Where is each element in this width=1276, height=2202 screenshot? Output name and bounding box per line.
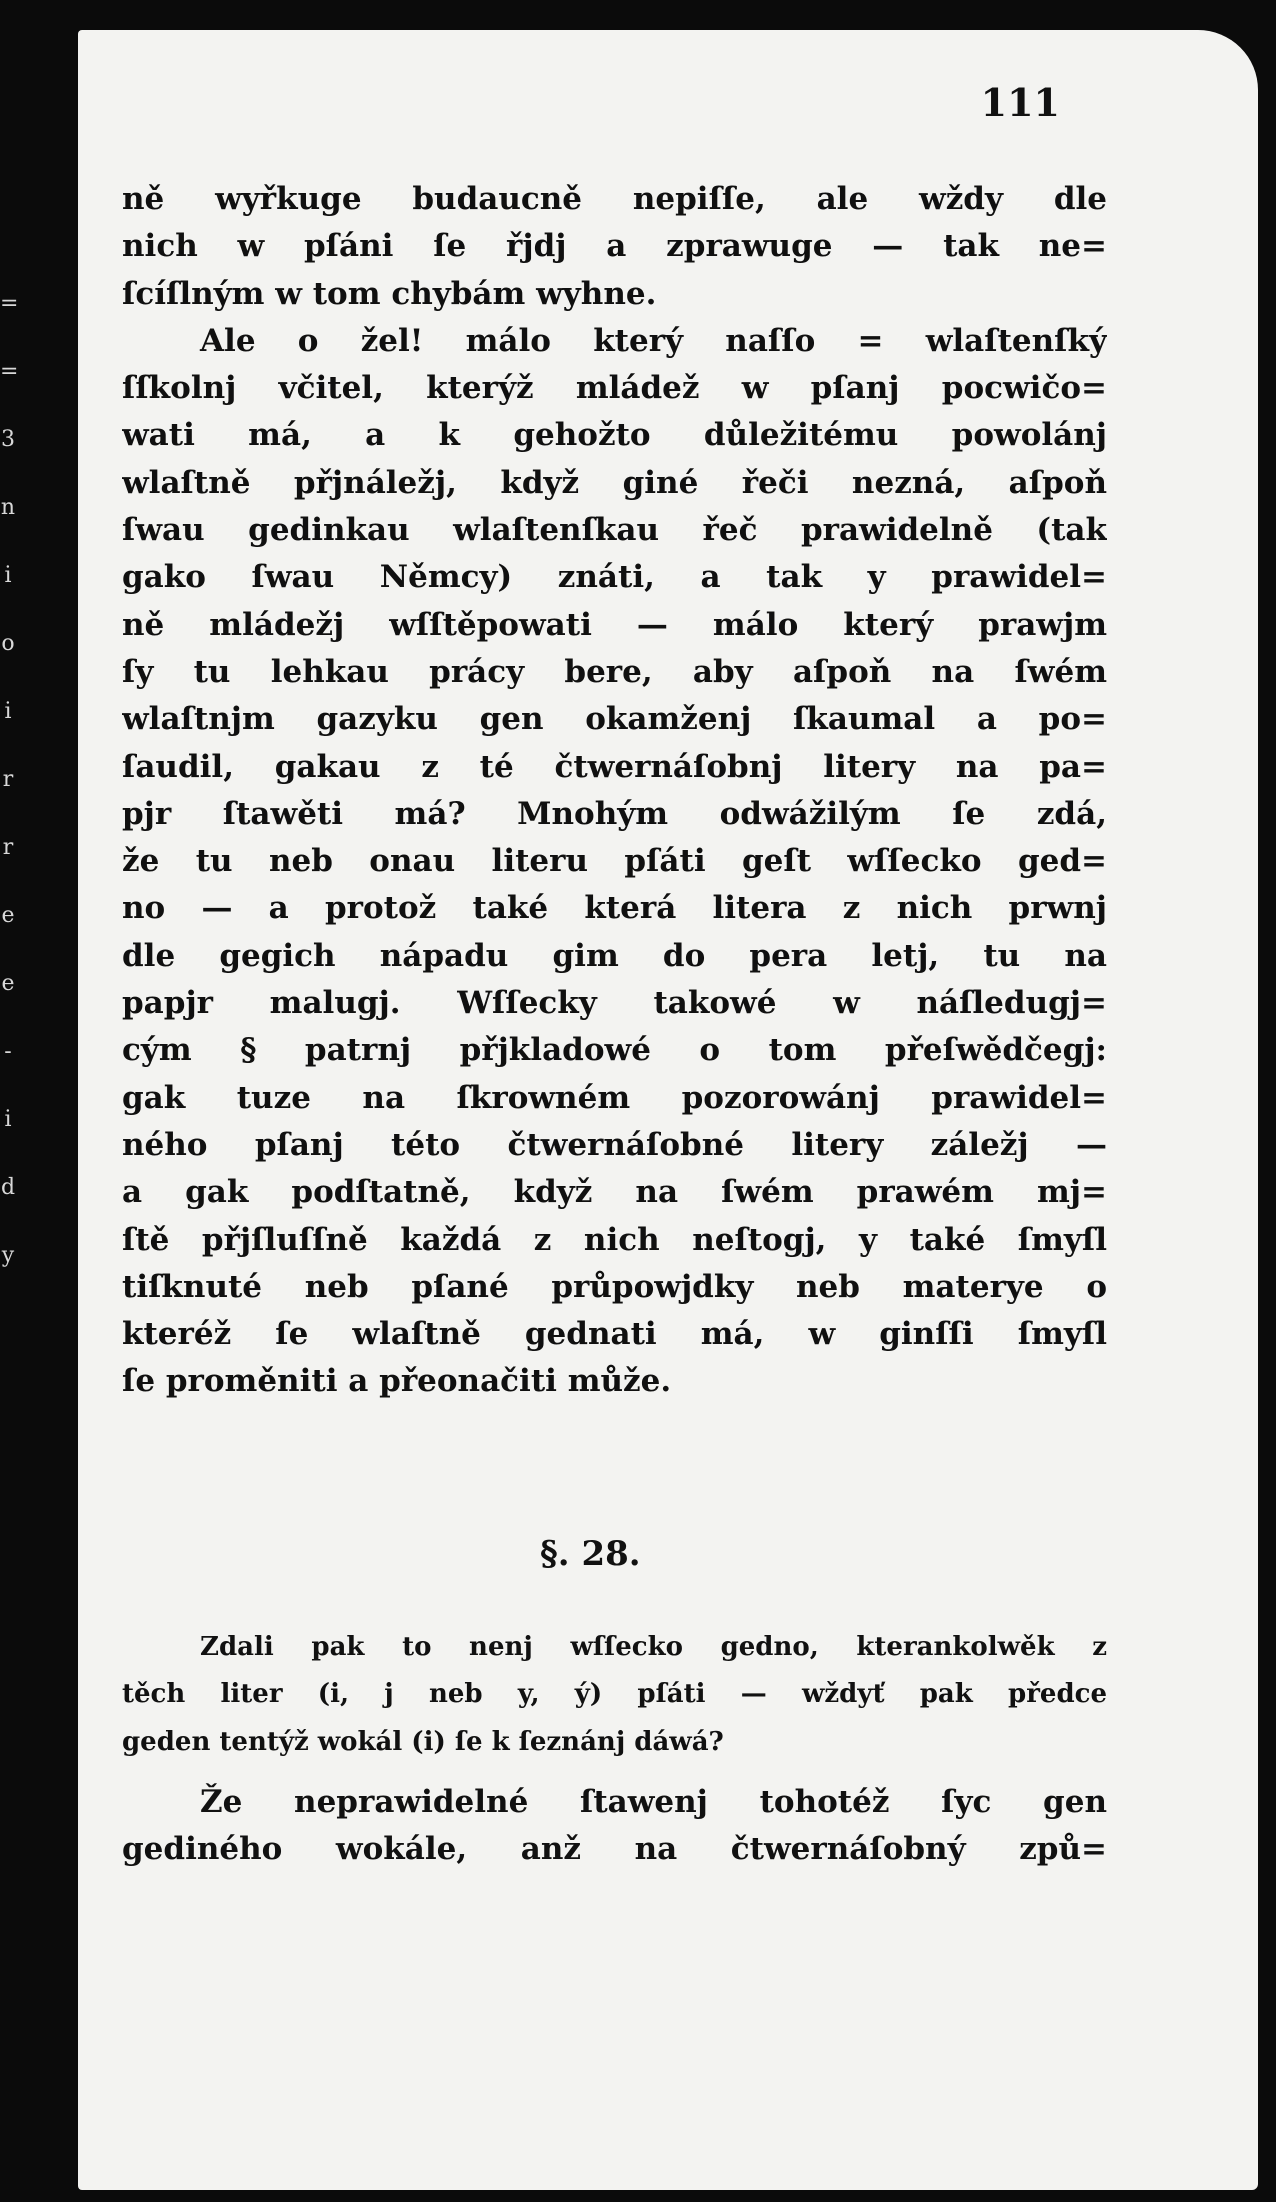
facing-page-letter: y <box>1 1243 15 1268</box>
section-heading: §. 28. <box>540 1534 641 1574</box>
text-line: ného pſanj této čtwernáſobné litery záležj — <box>122 1126 1107 1163</box>
answer-line: gediného wokále, anž na čtwernáſobný způ= <box>122 1831 1107 1868</box>
text-line: wlaſtně přjnáležj, když giné řeči nezná, aſpoň <box>122 464 1107 501</box>
text-line: gako ſwau Němcy) znáti, a tak y prawidel= <box>122 559 1107 596</box>
text-line: ſy tu lehkau prácy bere, aby aſpoň na ſwém <box>122 653 1107 690</box>
book-binding-shadow <box>0 0 30 2202</box>
facing-page-letter: = <box>0 359 19 384</box>
facing-page-letter: i <box>4 563 12 588</box>
main-text-block <box>122 176 1107 1406</box>
question-line: Zdali pak to nenj wſſecko gedno, kterankolwěk z <box>200 1632 1107 1662</box>
facing-page-letter: o <box>1 631 15 656</box>
text-line: papjr malugj. Wſſecky takowé w náſledugj= <box>122 985 1107 1022</box>
answer-line: Že neprawidelné ſtawenj tohotéž ſyc gen <box>200 1784 1107 1820</box>
text-line: ſſkolnj včitel, kterýž mládež w pſanj pocwičo= <box>122 370 1107 407</box>
text-line: ně wyřkuge budaucně nepiſſe, ale wždy dle <box>122 181 1107 217</box>
text-line: wati má, a k gehožto důležitému powolánj <box>122 417 1107 454</box>
text-line: ně mládežj wſſtěpowati — málo který prawjm <box>122 606 1107 643</box>
text-line: a gak podſtatně, když na ſwém prawém mj= <box>122 1174 1107 1211</box>
text-line: ſaudil, gakau z té čtwernáſobnj litery na pa= <box>122 748 1107 785</box>
question-line: geden tentýž wokál (i) ſe k ſeznánj dáwá? <box>122 1726 724 1757</box>
text-line: ſtě přjſluſſně každá z nich neſtogj, y také ſmyſl <box>122 1221 1107 1258</box>
page-number: 111 <box>980 80 1060 125</box>
answer-block <box>122 1778 1107 1873</box>
text-line: ſcíſlným w tom chybám wyhne. <box>122 275 657 312</box>
facing-page-edge <box>0 270 19 1270</box>
text-line: nich w pſáni ſe řjdj a zprawuge — tak ne= <box>122 228 1107 265</box>
text-line: gak tuze na ſkrowném pozorowánj prawidel= <box>122 1079 1107 1116</box>
question-block <box>122 1625 1107 1767</box>
facing-page-letter: - <box>4 1039 12 1064</box>
text-line: ſwau gedinkau wlaſtenſkau řeč prawidelně (tak <box>122 512 1107 549</box>
text-line: Ale o žel! málo který naſſo = wlaſtenſký <box>200 322 1107 359</box>
facing-page-letter: r <box>2 767 14 792</box>
facing-page-letter: 3 <box>1 427 15 452</box>
facing-page-letter: n <box>0 495 16 520</box>
text-line: no — a protož také která litera z nich prwnj <box>122 890 1107 927</box>
facing-page-letter: d <box>0 1175 16 1200</box>
facing-page-letter: = <box>0 291 19 316</box>
text-line: ſe proměniti a přeonačiti může. <box>122 1363 672 1400</box>
facing-page-letter: i <box>4 1107 12 1132</box>
facing-page-letter: e <box>1 971 15 996</box>
text-line: kteréž ſe wlaſtně gednati má, w ginſſi ſmyſl <box>122 1316 1107 1353</box>
text-line: že tu neb onau literu pſáti geſt wſſecko ged= <box>122 843 1107 880</box>
text-line: dle gegich nápadu gim do pera letj, tu na <box>122 937 1107 974</box>
facing-page-letter: e <box>1 903 15 928</box>
facing-page-letter: r <box>2 835 14 860</box>
text-line: cým § patrnj přjkladowé o tom přeſwědčegj: <box>122 1032 1107 1069</box>
facing-page-letter: i <box>4 699 12 724</box>
text-line: pjr ſtawěti má? Mnohým odwážilým ſe zdá, <box>122 795 1107 832</box>
question-line: těch liter (i, j neb y, ý) pſáti — wždyť pak předce <box>122 1679 1107 1710</box>
text-line: wlaſtnjm gazyku gen okamženj ſkaumal a po= <box>122 701 1107 738</box>
text-line: tiſknuté neb pſané průpowjdky neb materye o <box>122 1268 1107 1305</box>
